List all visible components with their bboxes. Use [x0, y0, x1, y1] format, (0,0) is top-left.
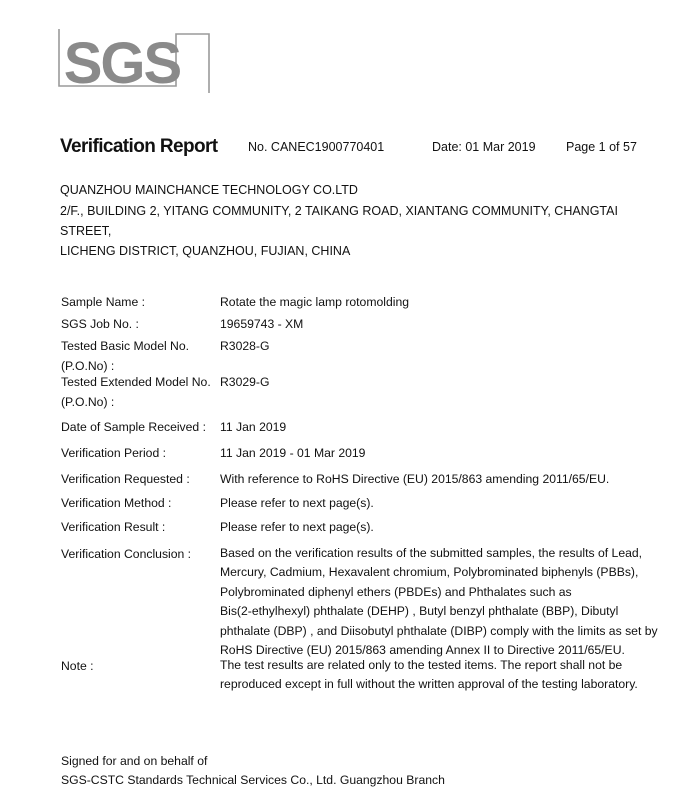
verification-method-label: Verification Method :: [61, 496, 172, 510]
sample-received-label: Date of Sample Received :: [61, 420, 206, 434]
company-name: QUANZHOU MAINCHANCE TECHNOLOGY CO.LTD: [60, 183, 358, 197]
verification-period-label: Verification Period :: [61, 446, 167, 460]
extended-model-value: R3029-G: [220, 375, 270, 389]
address-line-2: LICHENG DISTRICT, QUANZHOU, FUJIAN, CHINA: [60, 244, 351, 258]
sample-name-label: Sample Name :: [61, 295, 145, 309]
note-line: The test results are related only to the tested items. The report shall not be: [220, 658, 623, 672]
logo-text: SGS: [63, 31, 181, 94]
verification-conclusion-text: [220, 544, 660, 660]
conclusion-line: Bis(2-ethylhexyl) phthalate (DEHP) , Butyl benzyl phthalate (BBP), Dibutyl: [220, 604, 619, 619]
verification-conclusion-label: Verification Conclusion :: [61, 547, 192, 561]
sample-name-value: Rotate the magic lamp rotomolding: [220, 295, 410, 309]
job-number-label: SGS Job No. :: [61, 317, 139, 331]
verification-result-label: Verification Result :: [61, 520, 166, 534]
company-address: [60, 201, 670, 261]
note-line: reproduced except in full without the written approval of the testing laboratory.: [220, 677, 638, 692]
report-header: [60, 136, 660, 158]
basic-model-label: [61, 336, 189, 376]
conclusion-line: RoHS Directive (EU) 2015/863 amending Annex II to Directive 2011/65/EU.: [220, 643, 625, 658]
report-date: Date: 01 Mar 2019: [432, 140, 536, 154]
report-title: Verification Report: [60, 136, 218, 157]
address-line-1: 2/F., BUILDING 2, YITANG COMMUNITY, 2 TAIKANG ROAD, XIANTANG COMMUNITY, CHANGTAI STREET,: [60, 204, 618, 238]
note-text: [220, 656, 660, 695]
sgs-logo-graphic: [58, 28, 210, 94]
signing-organization: SGS-CSTC Standards Technical Services Co., Ltd. Guangzhou Branch: [61, 773, 445, 787]
conclusion-line: phthalate (DBP) , and Diisobutyl phthalate (DIBP) comply with the limits as set by: [220, 623, 658, 638]
report-number: No. CANEC1900770401: [248, 140, 385, 154]
basic-model-value: R3028-G: [220, 339, 270, 353]
sgs-logo: [58, 28, 210, 94]
note-label: Note :: [61, 659, 94, 673]
page-indicator: Page 1 of 57: [566, 140, 637, 154]
verification-period-value: 11 Jan 2019 - 01 Mar 2019: [220, 446, 366, 460]
conclusion-line: Polybrominated diphenyl ethers (PBDEs) and Phthalates such as: [220, 584, 572, 599]
verification-method-value: Please refer to next page(s).: [220, 496, 374, 510]
verification-requested-label: Verification Requested :: [61, 472, 190, 486]
basic-model-label-line-2: (P.O.No) :: [61, 359, 115, 373]
sample-received-value: 11 Jan 2019: [220, 420, 287, 434]
extended-model-label: [61, 372, 211, 412]
basic-model-label-line-1: Tested Basic Model No.: [61, 339, 190, 353]
job-number-value: 19659743 - XM: [220, 317, 304, 331]
signed-on-behalf: Signed for and on behalf of: [61, 754, 208, 768]
extended-model-label-line-2: (P.O.No) :: [61, 395, 115, 409]
conclusion-line: Mercury, Cadmium, Hexavalent chromium, Polybrominated biphenyls (PBBs),: [220, 565, 639, 580]
extended-model-label-line-1: Tested Extended Model No.: [61, 375, 211, 389]
signature-block: [61, 752, 445, 790]
conclusion-line: Based on the verification results of the submitted samples, the results of Lead,: [220, 546, 643, 560]
verification-requested-value: With reference to RoHS Directive (EU) 2015/863 amending 2011/65/EU.: [220, 472, 610, 486]
verification-result-value: Please refer to next page(s).: [220, 520, 374, 534]
